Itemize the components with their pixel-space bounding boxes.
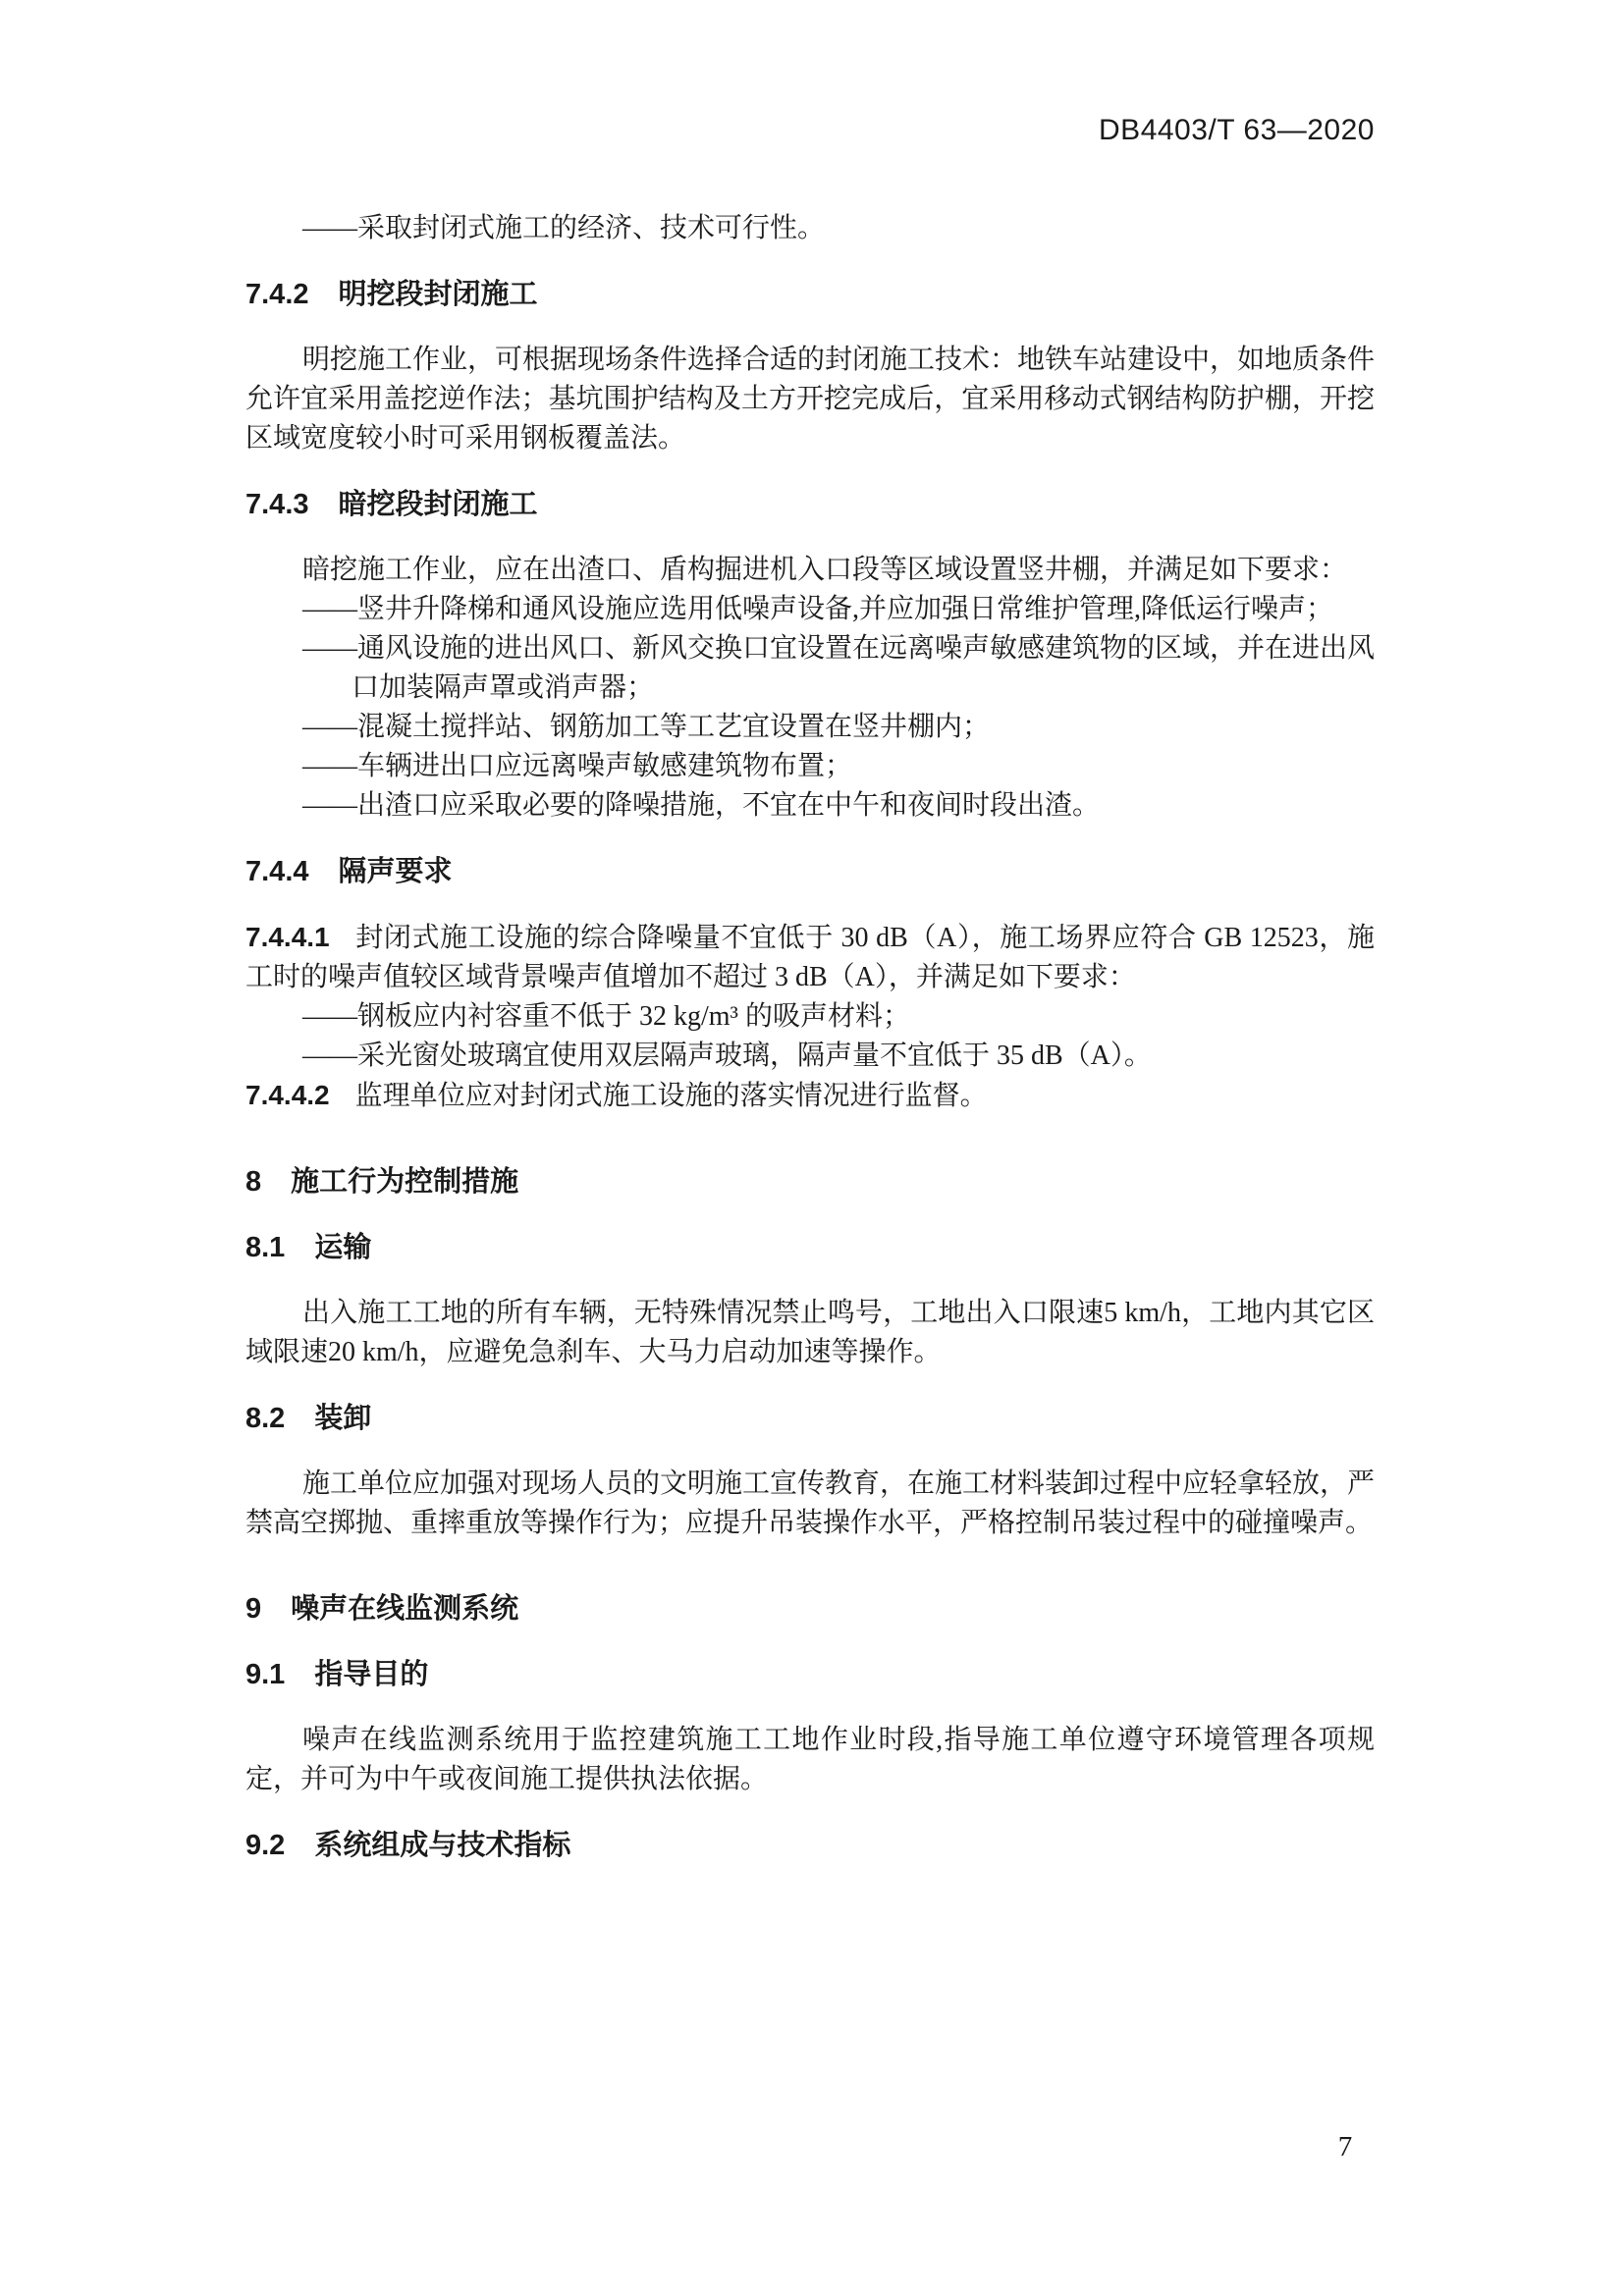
heading-9-1 (245, 1655, 1375, 1694)
dash-item-concrete-station: ——混凝土搅拌站、钢筋加工等工艺宜设置在竖井棚内； (302, 712, 991, 742)
heading-number: 7.4.2 (245, 279, 309, 310)
heading-number: 8.1 (245, 1232, 286, 1263)
dash-item-glazing: ——采光窗处玻璃宜使用双层隔声玻璃，隔声量不宜低于 35 dB（A）。 (302, 1041, 1152, 1071)
heading-title: 指导目的 (314, 1659, 429, 1690)
paragraph-mined-section: 暗挖施工作业，应在出渣口、盾构掘进机入口段等区域设置竖井棚，并满足如下要求： (302, 555, 1348, 585)
heading-number: 9.1 (245, 1659, 286, 1690)
heading-8-2 (245, 1399, 1375, 1438)
clause-number: 7.4.4.1 (245, 922, 330, 952)
clause-7-4-4-2 (245, 1076, 1375, 1116)
paragraph-transport: 出入施工工地的所有车辆，无特殊情况禁止鸣号，工地出入口限速5 km/h，工地内其它区域限速20 km/h，应避免急刹车、大马力启动加速等操作。 (245, 1298, 1375, 1367)
clause-text: 封闭式施工设施的综合降噪量不宜低于 30 dB（A），施工场界应符合 GB 12523，施工时的噪声值较区域背景噪声值增加不超过 3 dB（A），并满足如下要求： (245, 923, 1375, 992)
dash-item-lift-ventilation: ——竖井升降梯和通风设施应选用低噪声设备,并应加强日常维护管理,降低运行噪声； (302, 594, 1334, 624)
heading-title: 暗挖段封闭施工 (338, 489, 538, 520)
clause-7-4-4-1 (245, 918, 1375, 997)
heading-8 (245, 1162, 1375, 1201)
heading-title: 明挖段封闭施工 (338, 279, 538, 310)
heading-number: 8 (245, 1166, 262, 1198)
heading-7-4-3 (245, 485, 1375, 524)
heading-number: 9 (245, 1593, 262, 1625)
paragraph-monitoring-purpose: 噪声在线监测系统用于监控建筑施工工地作业时段,指导施工单位遵守环境管理各项规定，并可为中午或夜间施工提供执法依据。 (245, 1725, 1375, 1794)
heading-number: 7.4.3 (245, 489, 309, 520)
heading-number: 7.4.4 (245, 856, 309, 887)
dash-item-muck-outlet: ——出渣口应采取必要的降噪措施，不宜在中午和夜间时段出渣。 (302, 790, 1101, 821)
heading-number: 8.2 (245, 1403, 286, 1434)
heading-7-4-2 (245, 275, 1375, 314)
dash-item-feasibility: ——采取封闭式施工的经济、技术可行性。 (302, 213, 826, 243)
dash-item-steel-plate-lining: ——钢板应内衬容重不低于 32 kg/m³ 的吸声材料； (302, 1001, 910, 1032)
page-number: 7 (1337, 2131, 1353, 2163)
dash-item-vehicle-access: ——车辆进出口应远离噪声敏感建筑物布置； (302, 751, 853, 781)
clause-text: 监理单位应对封闭式施工设施的落实情况进行监督。 (354, 1081, 988, 1111)
heading-title: 装卸 (314, 1403, 372, 1434)
heading-9 (245, 1589, 1375, 1629)
heading-title: 运输 (314, 1232, 372, 1263)
heading-9-2 (245, 1826, 1375, 1865)
heading-title: 施工行为控制措施 (291, 1166, 519, 1198)
heading-number: 9.2 (245, 1830, 286, 1861)
heading-title: 系统组成与技术指标 (314, 1830, 571, 1861)
doc-code-header: DB4403/T 63—2020 (1099, 114, 1375, 146)
paragraph-loading: 施工单位应加强对现场人员的文明施工宣传教育，在施工材料装卸过程中应轻拿轻放，严禁高空掷抛、重摔重放等操作行为；应提升吊装操作水平，严格控制吊装过程中的碰撞噪声。 (245, 1468, 1376, 1538)
clause-number: 7.4.4.2 (245, 1080, 330, 1110)
paragraph-open-cut: 明挖施工作业，可根据现场条件选择合适的封闭施工技术：地铁车站建设中，如地质条件允许宜采用盖挖逆作法；基坑围护结构及土方开挖完成后，宜采用移动式钢结构防护棚，开挖区域宽度较小时可采用钢板覆盖法。 (245, 345, 1376, 454)
dash-item-vent-openings: ——通风设施的进出风口、新风交换口宜设置在远离噪声敏感建筑物的区域，并在进出风口加装隔声罩或消声器； (302, 633, 1376, 703)
heading-title: 隔声要求 (338, 856, 453, 887)
heading-title: 噪声在线监测系统 (291, 1593, 519, 1625)
heading-7-4-4 (245, 852, 1375, 891)
heading-8-1 (245, 1228, 1375, 1267)
